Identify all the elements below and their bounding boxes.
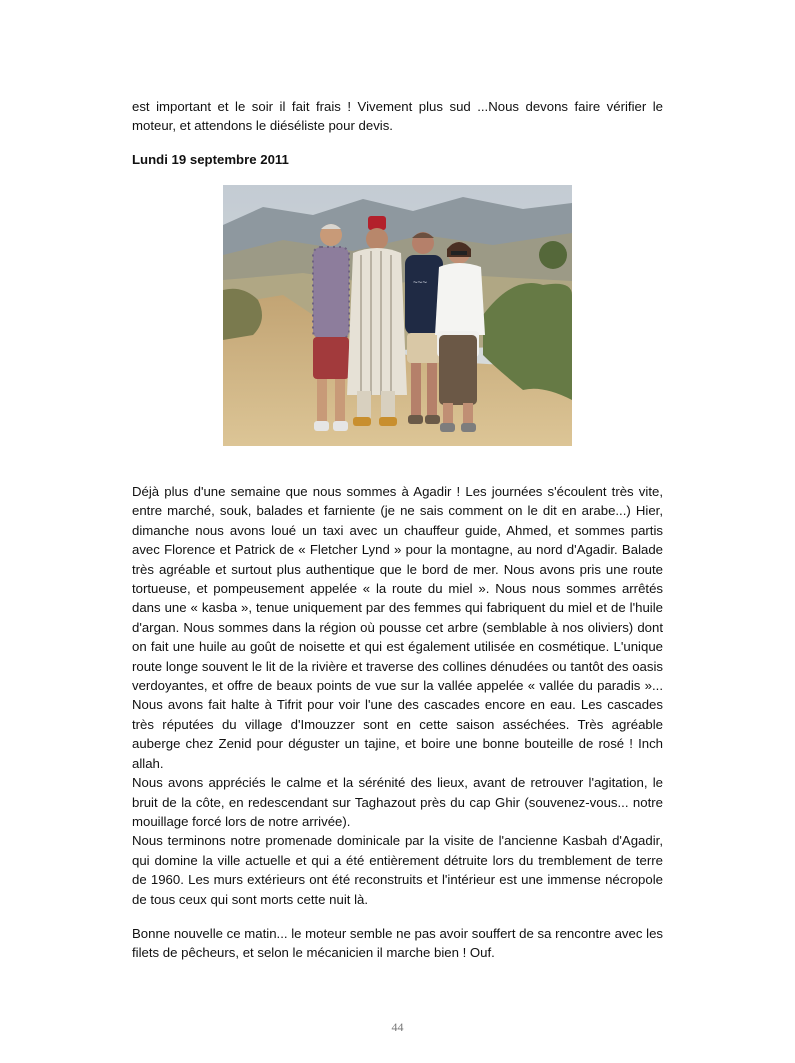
date-heading: Lundi 19 septembre 2011: [132, 152, 289, 167]
photo-tree: [539, 241, 567, 269]
svg-text:~~~: ~~~: [413, 278, 428, 287]
page-number: 44: [391, 1020, 404, 1034]
closing-paragraph: [132, 924, 663, 963]
group-photo: [223, 185, 572, 446]
body-paragraph: Déjà plus d'une semaine que nous sommes à Agadir ! Les journées s'écoulent très vite, entre marché, souk, balades et farniente (je ne sais comment on le dit en arabe...) Hier, dimanche nous avons loué un taxi avec un chauffeur guide, Ahmed, et sommes partis avec Florence et Patrick de « Fletcher Lynd » pour la montagne, au nord d'Agadir. Balade très agréable et surtout plus authentique que le bord de mer. Nous avons pris une route tortueuse, et pompeusement appelée « la route du miel ». Nous nous sommes arrêtés dans une « kasba », tenue uniquement par des femmes qui fabriquent du miel et de l'huile d'argan. Nous sommes dans la région où pousse cet arbre (semblable à nos oliviers) dont on fait une huile au goût de noisette et qui est également utilisée en cosmétique. L'unique route longe souvent le lit de la rivière et traverse des collines dénudées ou tantôt des oasis verdoyantes, et offre de beaux points de vue sur la vallée appelée « vallée du paradis »... Nous avons fait halte à Tifrit pour voir l'une des cascades encore en eau. Les cascades très réputées du village d'Imouzzer sont en cette saison asséchées. Très agréable auberge chez Zenid pour déguster un tajine, et boire une bonne bouteille de rosé ! Inch allah.: [132, 484, 663, 771]
body-paragraph: Nous avons appréciés le calme et la sérénité des lieux, avant de retrouver l'agitation, le bruit de la côte, en redescendant sur Taghazout près du cap Ghir (souvenez-vous... notre mouillage forcé lors de notre arrivée).: [132, 775, 663, 829]
body-text: [132, 482, 663, 909]
body-paragraph: Nous terminons notre promenade dominicale par la visite de l'ancienne Kasbah d'Agadir, qui domine la ville actuelle et qui a été entièrement détruite lors du tremblement de terre de 1960. Les murs extérieurs ont été reconstruits et l'intérieur est une immense nécropole de tous ceux qui sont morts cette nuit là.: [132, 833, 663, 907]
intro-text: est important et le soir il fait frais ! Vivement plus sud ...Nous devons faire vérifier le moteur, et attendons le diéséliste pour devis.: [132, 99, 663, 134]
intro-paragraph: [132, 97, 663, 136]
closing-text: Bonne nouvelle ce matin... le moteur semble ne pas avoir souffert de sa rencontre avec les filets de pêcheurs, et selon le mécanicien il marche bien ! Ouf.: [132, 926, 663, 961]
